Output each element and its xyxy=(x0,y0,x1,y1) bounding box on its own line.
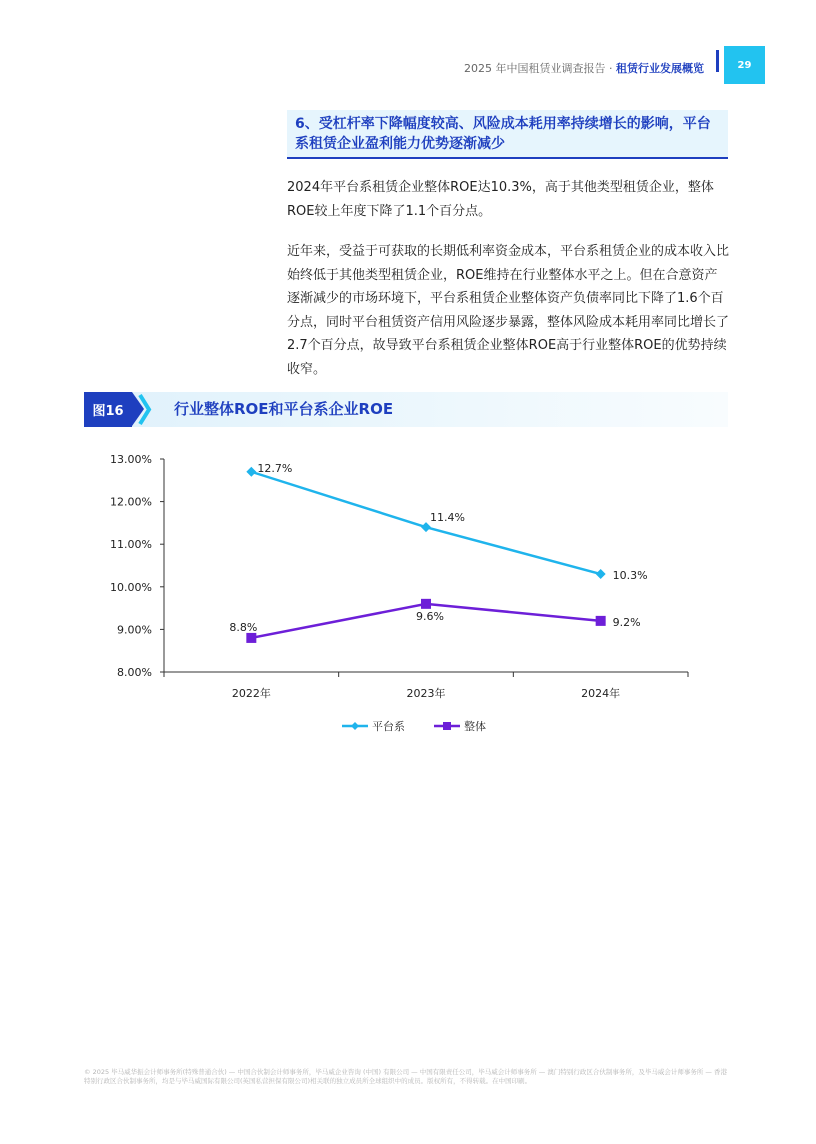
y-tick-label: 8.00% xyxy=(117,666,152,679)
data-label: 8.8% xyxy=(229,620,258,634)
data-label: 11.4% xyxy=(430,511,465,525)
legend-label: 整体 xyxy=(464,720,486,733)
report-title: 2025 年中国租赁业调查报告 · xyxy=(464,62,616,75)
data-label: 9.2% xyxy=(612,615,641,629)
data-label: 10.3% xyxy=(612,569,648,583)
section-name: 租赁行业发展概览 xyxy=(616,62,704,75)
x-tick-label: 2022年 xyxy=(231,687,271,700)
data-point xyxy=(421,599,431,609)
y-tick-label: 11.00% xyxy=(110,538,152,552)
figure-banner xyxy=(84,392,728,427)
data-point xyxy=(246,633,256,643)
page-number: 29 xyxy=(724,46,765,84)
y-tick-label: 10.00% xyxy=(110,580,152,594)
legend-marker xyxy=(351,722,359,730)
x-tick-label: 2024年 xyxy=(581,687,621,700)
section-heading: 6、受杠杆率下降幅度较高、风险成本耗用率持续增长的影响，平台系租赁企业盈利能力优势逐渐减少 xyxy=(287,110,728,159)
chevron-right-icon xyxy=(138,392,152,427)
x-tick-label: 2023年 xyxy=(406,687,446,700)
data-point xyxy=(596,616,606,626)
figure-tag: 图16 xyxy=(84,392,132,427)
y-tick-label: 12.00% xyxy=(110,495,152,509)
paragraph-2: 近年来，受益于可获取的长期低利率资金成本，平台系租赁企业的成本收入比始终低于其他类型租赁企业，ROE维持在行业整体水平之上。但在合意资产逐渐减少的市场环境下，平台系租赁企业整体资产负债率同比下降了1.6个百分点，同时平台租赁资产信用风险逐步暴露，整体风险成本耗用率同比增长了2.7个百分点，故导致平台系租赁企业整体ROE高于行业整体ROE的优势持续收窄。 xyxy=(287,244,730,377)
data-point xyxy=(596,569,606,579)
legend-label: 平台系 xyxy=(372,720,405,733)
running-header xyxy=(464,60,704,76)
data-point xyxy=(246,467,256,477)
header-divider xyxy=(716,50,719,72)
roe-line-chart xyxy=(84,440,728,750)
data-label: 9.6% xyxy=(416,609,444,623)
footer-disclaimer: © 2025 毕马威华振会计师事务所(特殊普通合伙) — 中国合伙制会计师事务所，毕马威企业咨询 (中国) 有限公司 — 中国有限责任公司，毕马威会计师事务所 — 澳门特别行政区合伙制事务所，及毕马威会计师事务所 — 香港特别行政区合伙制事务所，均是与毕马威国际有限公司(英国私营担保有限公司)相关联的独立成员所全球组织中的成员。版权所有，不得转载。在中国印刷。 xyxy=(84,1068,727,1085)
figure-title: 行业整体ROE和平台系企业ROE xyxy=(174,400,394,418)
y-tick-label: 13.00% xyxy=(110,453,152,466)
legend-marker xyxy=(443,722,451,730)
paragraph-1: 2024年平台系租赁企业整体ROE达10.3%，高于其他类型租赁企业，整体ROE较上年度下降了1.1个百分点。 xyxy=(287,180,714,219)
data-label: 12.7% xyxy=(257,461,293,475)
y-tick-label: 9.00% xyxy=(117,623,152,637)
